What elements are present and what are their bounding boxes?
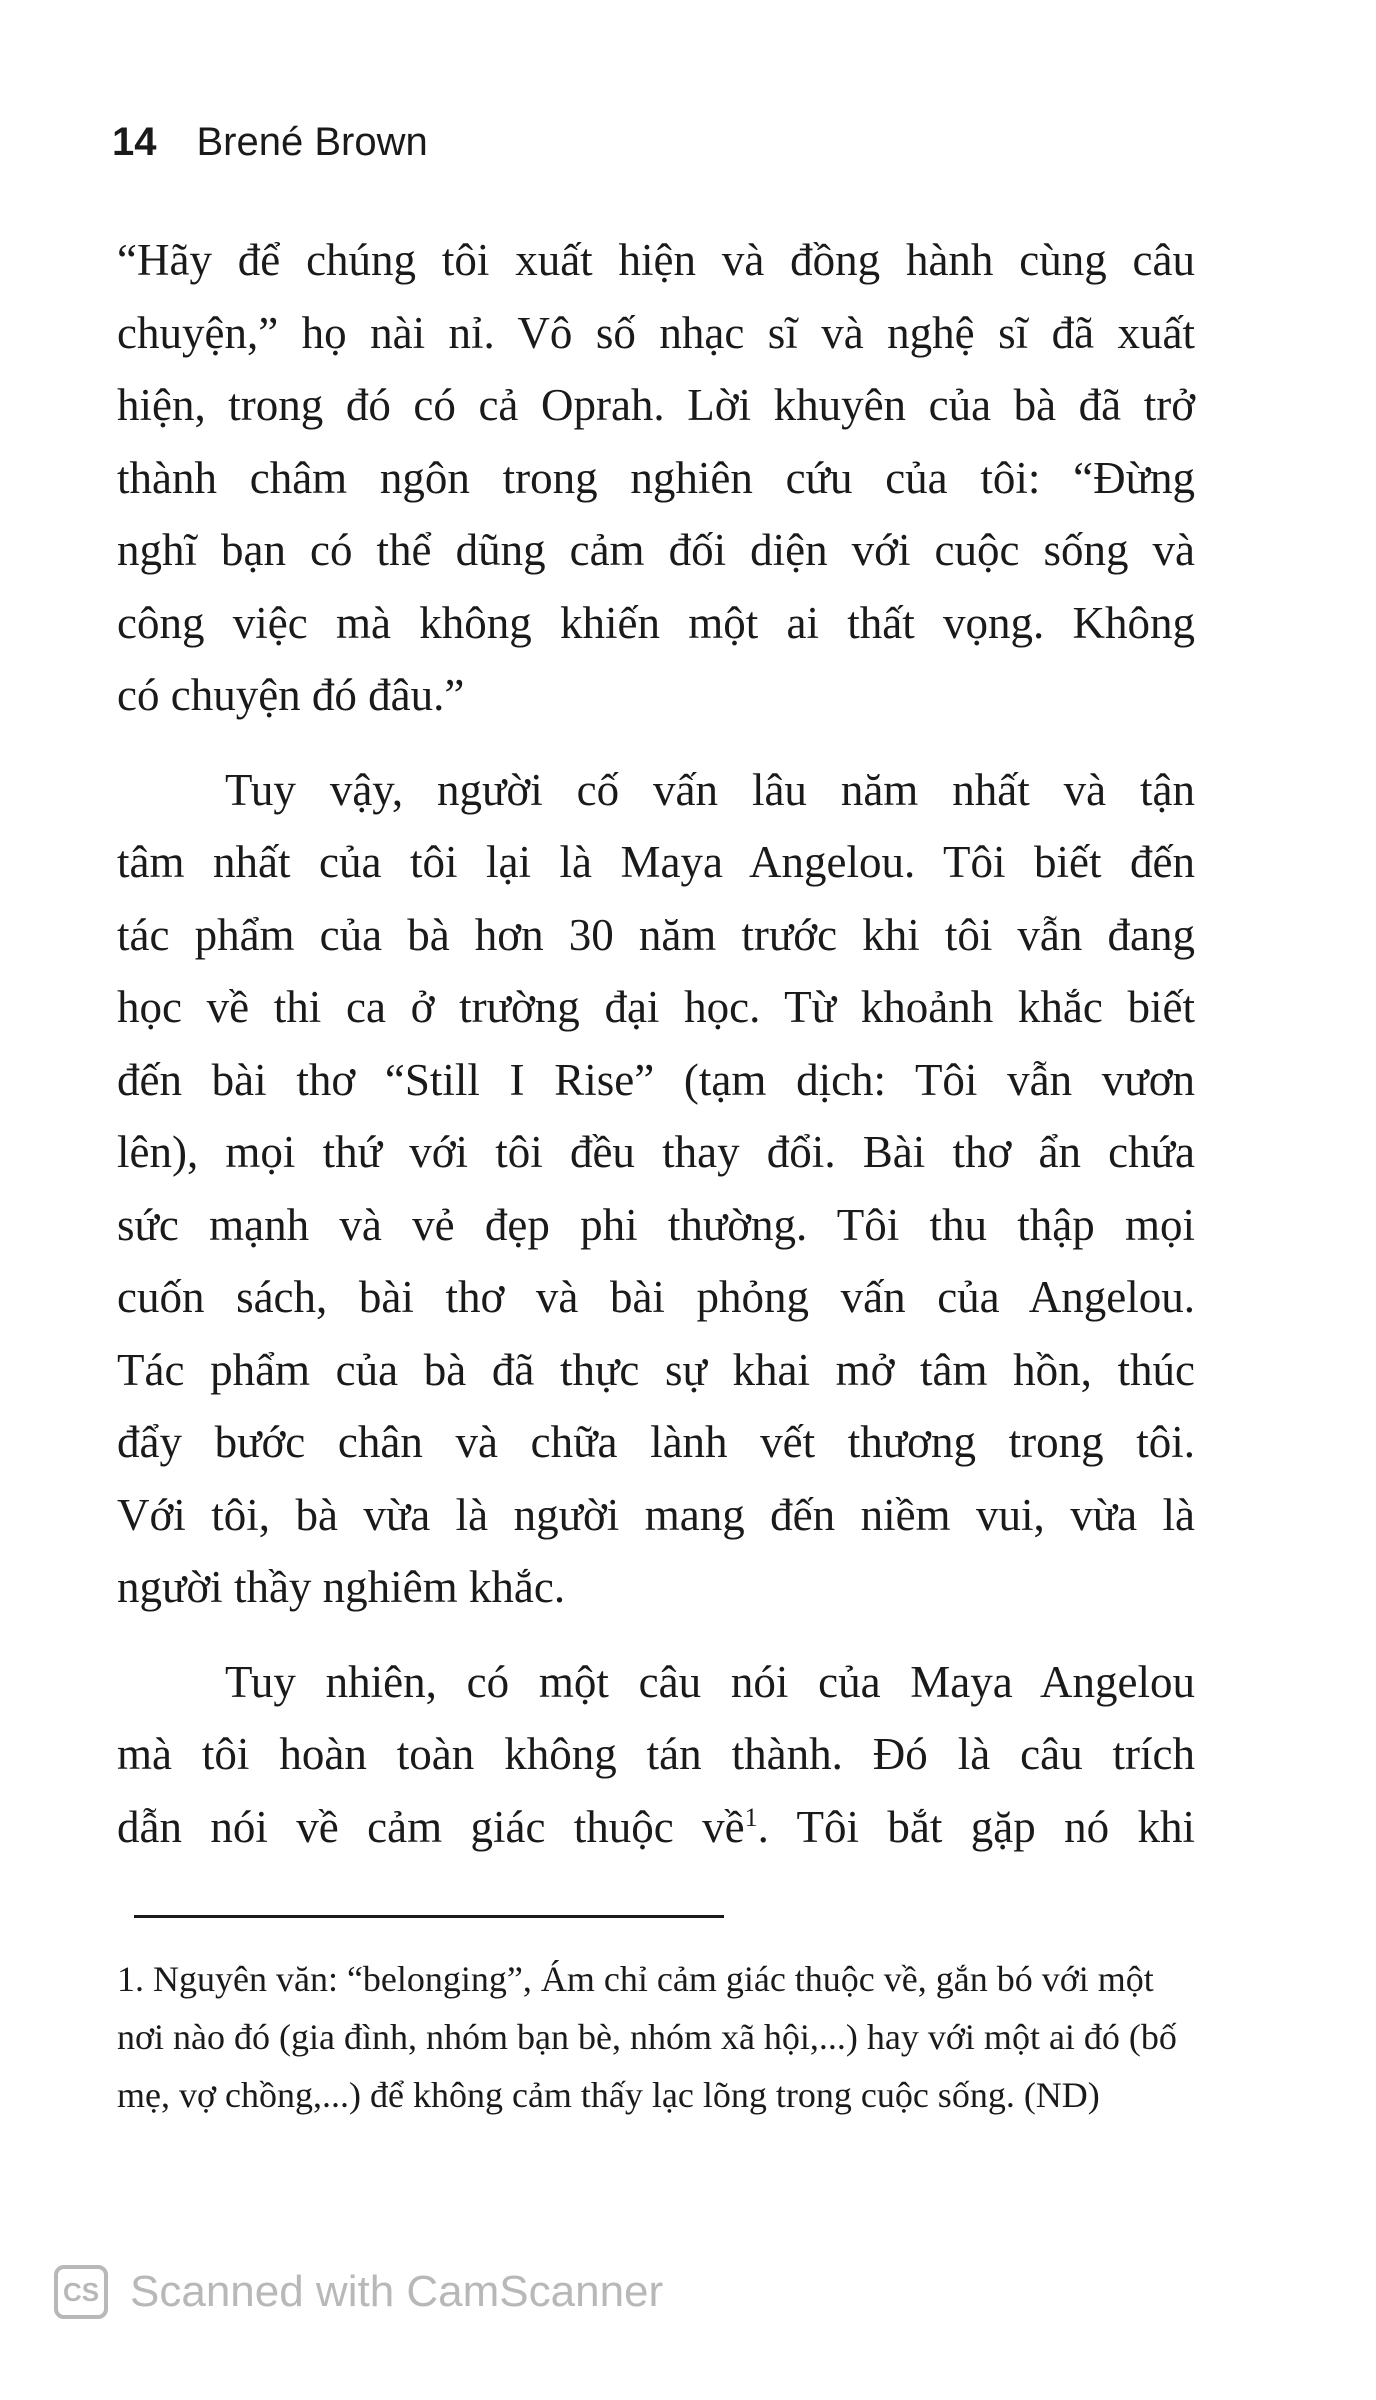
text-line: Tác phẩm của bà đã thực sự khai mở tâm hồn, thúc [117,1344,1195,1395]
body-text [117,224,1195,1863]
text-line: sức mạnh và vẻ đẹp phi thường. Tôi thu thập mọi [117,1199,1195,1250]
running-head [112,112,428,172]
watermark-text: Scanned with CamScanner [130,2267,664,2316]
page-number: 14 [112,120,157,164]
text-line: có chuyện đó đâu.” [117,670,465,720]
text-line: tác phẩm của bà hơn 30 năm trước khi tôi vẫn đang [117,909,1195,960]
paragraph-3 [117,1646,1195,1864]
author-name: Brené Brown [196,120,428,164]
text-line: mà tôi hoàn toàn không tán thành. Đó là câu trích [117,1729,1195,1779]
footnote: 1. Nguyên văn: “belonging”, Ám chỉ cảm giác thuộc về, gắn bó với một nơi nào đó (gia đình, nhóm bạn bè, nhóm xã hội,...) hay với một ai đó (bố mẹ, vợ chồng,...) để không cảm thấy lạc lõng trong cuộc sống. (ND) [117,1959,1177,2115]
footnote-marker: 1 [744,1802,758,1832]
text-line: đẩy bước chân và chữa lành vết thương trong tôi. [117,1417,1195,1467]
text-line: “Hãy để chúng tôi xuất hiện và đồng hành cùng câu [117,235,1195,285]
text-line: Tuy vậy, người cố vấn lâu năm nhất và tận [225,764,1195,815]
text-line: cuốn sách, bài thơ và bài phỏng vấn của Angelou. [117,1272,1195,1322]
text-line: lên), mọi thứ với tôi đều thay đổi. Bài thơ ẩn chứa [117,1127,1195,1177]
text-line: chuyện,” họ nài nỉ. Vô số nhạc sĩ và nghệ sĩ đã xuất [117,307,1195,358]
footnote-divider [134,1915,724,1918]
camscanner-logo-icon: CS [54,2265,108,2319]
paragraph-2 [117,754,1195,1624]
text-line: nghĩ bạn có thể dũng cảm đối diện với cuộc sống và [117,525,1195,575]
text-line: học về thi ca ở trường đại học. Từ khoảnh khắc biết [117,982,1195,1032]
text-line: thành châm ngôn trong nghiên cứu của tôi: “Đừng [117,452,1195,503]
text-line: công việc mà không khiến một ai thất vọng. Không [117,597,1195,648]
text-line: hiện, trong đó có cả Oprah. Lời khuyên của bà đã trở [117,380,1195,430]
text-fragment: dẫn nói về cảm giác thuộc về [117,1801,745,1852]
text-line: tâm nhất của tôi lại là Maya Angelou. Tôi biết đến [117,837,1195,887]
paragraph-1 [117,224,1195,732]
text-line: đến bài thơ “Still I Rise” (tạm dịch: Tôi vẫn vươn [117,1054,1195,1105]
text-line: Với tôi, bà vừa là người mang đến niềm vui, vừa là [117,1489,1195,1540]
text-fragment: . Tôi bắt gặp nó khi [757,1801,1195,1852]
text-line: Tuy nhiên, có một câu nói của Maya Angelou [225,1656,1195,1707]
text-line: người thầy nghiêm khắc. [117,1562,566,1612]
text-line [117,1791,1195,1864]
camscanner-watermark [54,2262,663,2322]
